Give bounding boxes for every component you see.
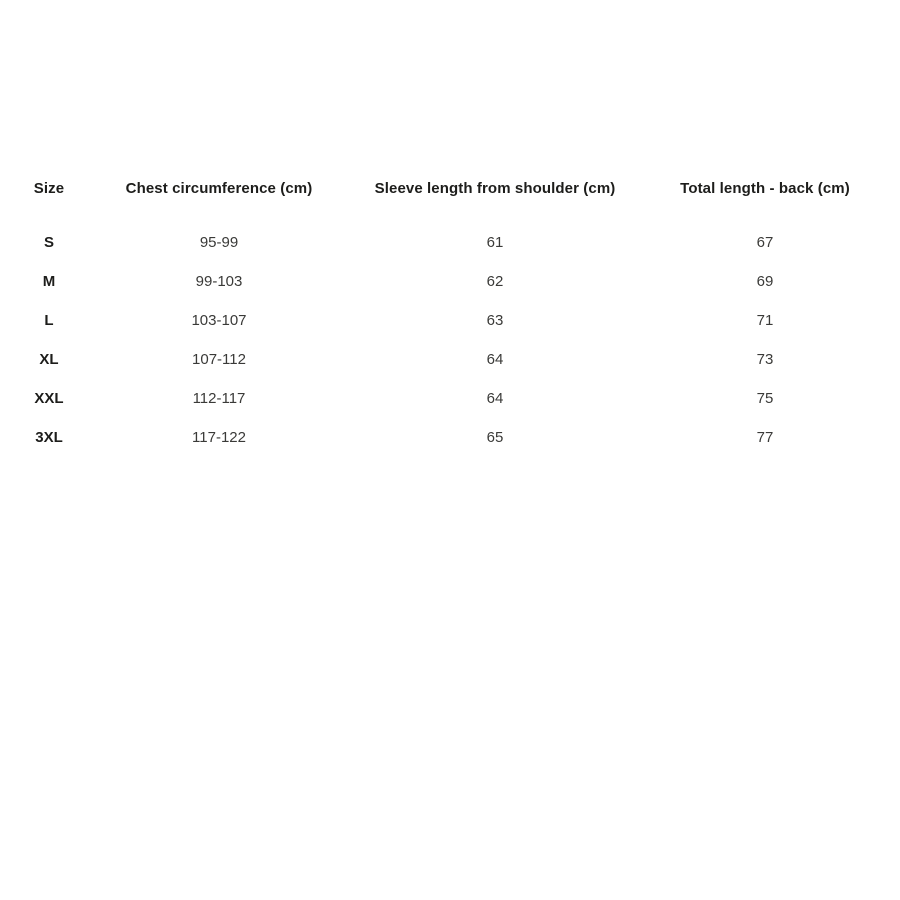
cell-total: 73 bbox=[756, 351, 774, 368]
size-table-container bbox=[0, 180, 900, 457]
cell-chest: 107-112 bbox=[192, 351, 246, 368]
cell-chest: 99-103 bbox=[195, 273, 243, 290]
table-row bbox=[10, 418, 890, 457]
table-header bbox=[10, 180, 890, 223]
cell-sleeve: 64 bbox=[486, 351, 504, 368]
cell-sleeve: 63 bbox=[486, 312, 504, 329]
cell-chest: 112-117 bbox=[192, 390, 246, 407]
cell-chest: 117-122 bbox=[192, 429, 246, 446]
column-header-total-length: Total length - back (cm) bbox=[680, 180, 850, 197]
size-chart-table bbox=[10, 180, 890, 457]
table-row bbox=[10, 301, 890, 340]
table-body bbox=[10, 223, 890, 457]
cell-size: S bbox=[43, 234, 54, 251]
cell-sleeve: 65 bbox=[486, 429, 504, 446]
cell-size: 3XL bbox=[35, 429, 63, 446]
cell-total: 71 bbox=[756, 312, 774, 329]
table-row bbox=[10, 379, 890, 418]
cell-total: 67 bbox=[756, 234, 774, 251]
cell-total: 75 bbox=[756, 390, 774, 407]
cell-size: M bbox=[42, 273, 56, 290]
cell-sleeve: 64 bbox=[486, 390, 504, 407]
column-header-sleeve-length: Sleeve length from shoulder (cm) bbox=[374, 180, 616, 197]
table-row bbox=[10, 223, 890, 262]
cell-size: XL bbox=[39, 351, 59, 368]
cell-sleeve: 61 bbox=[486, 234, 504, 251]
table-row bbox=[10, 340, 890, 379]
cell-size: XXL bbox=[34, 390, 64, 407]
cell-total: 77 bbox=[756, 429, 774, 446]
cell-size: L bbox=[44, 312, 54, 329]
table-row bbox=[10, 262, 890, 301]
column-header-size: Size bbox=[33, 180, 65, 197]
cell-total: 69 bbox=[756, 273, 774, 290]
cell-chest: 103-107 bbox=[191, 312, 247, 329]
table-header-row bbox=[10, 180, 890, 223]
cell-sleeve: 62 bbox=[486, 273, 504, 290]
column-header-chest-circumference: Chest circumference (cm) bbox=[125, 180, 313, 197]
cell-chest: 95-99 bbox=[199, 234, 239, 251]
